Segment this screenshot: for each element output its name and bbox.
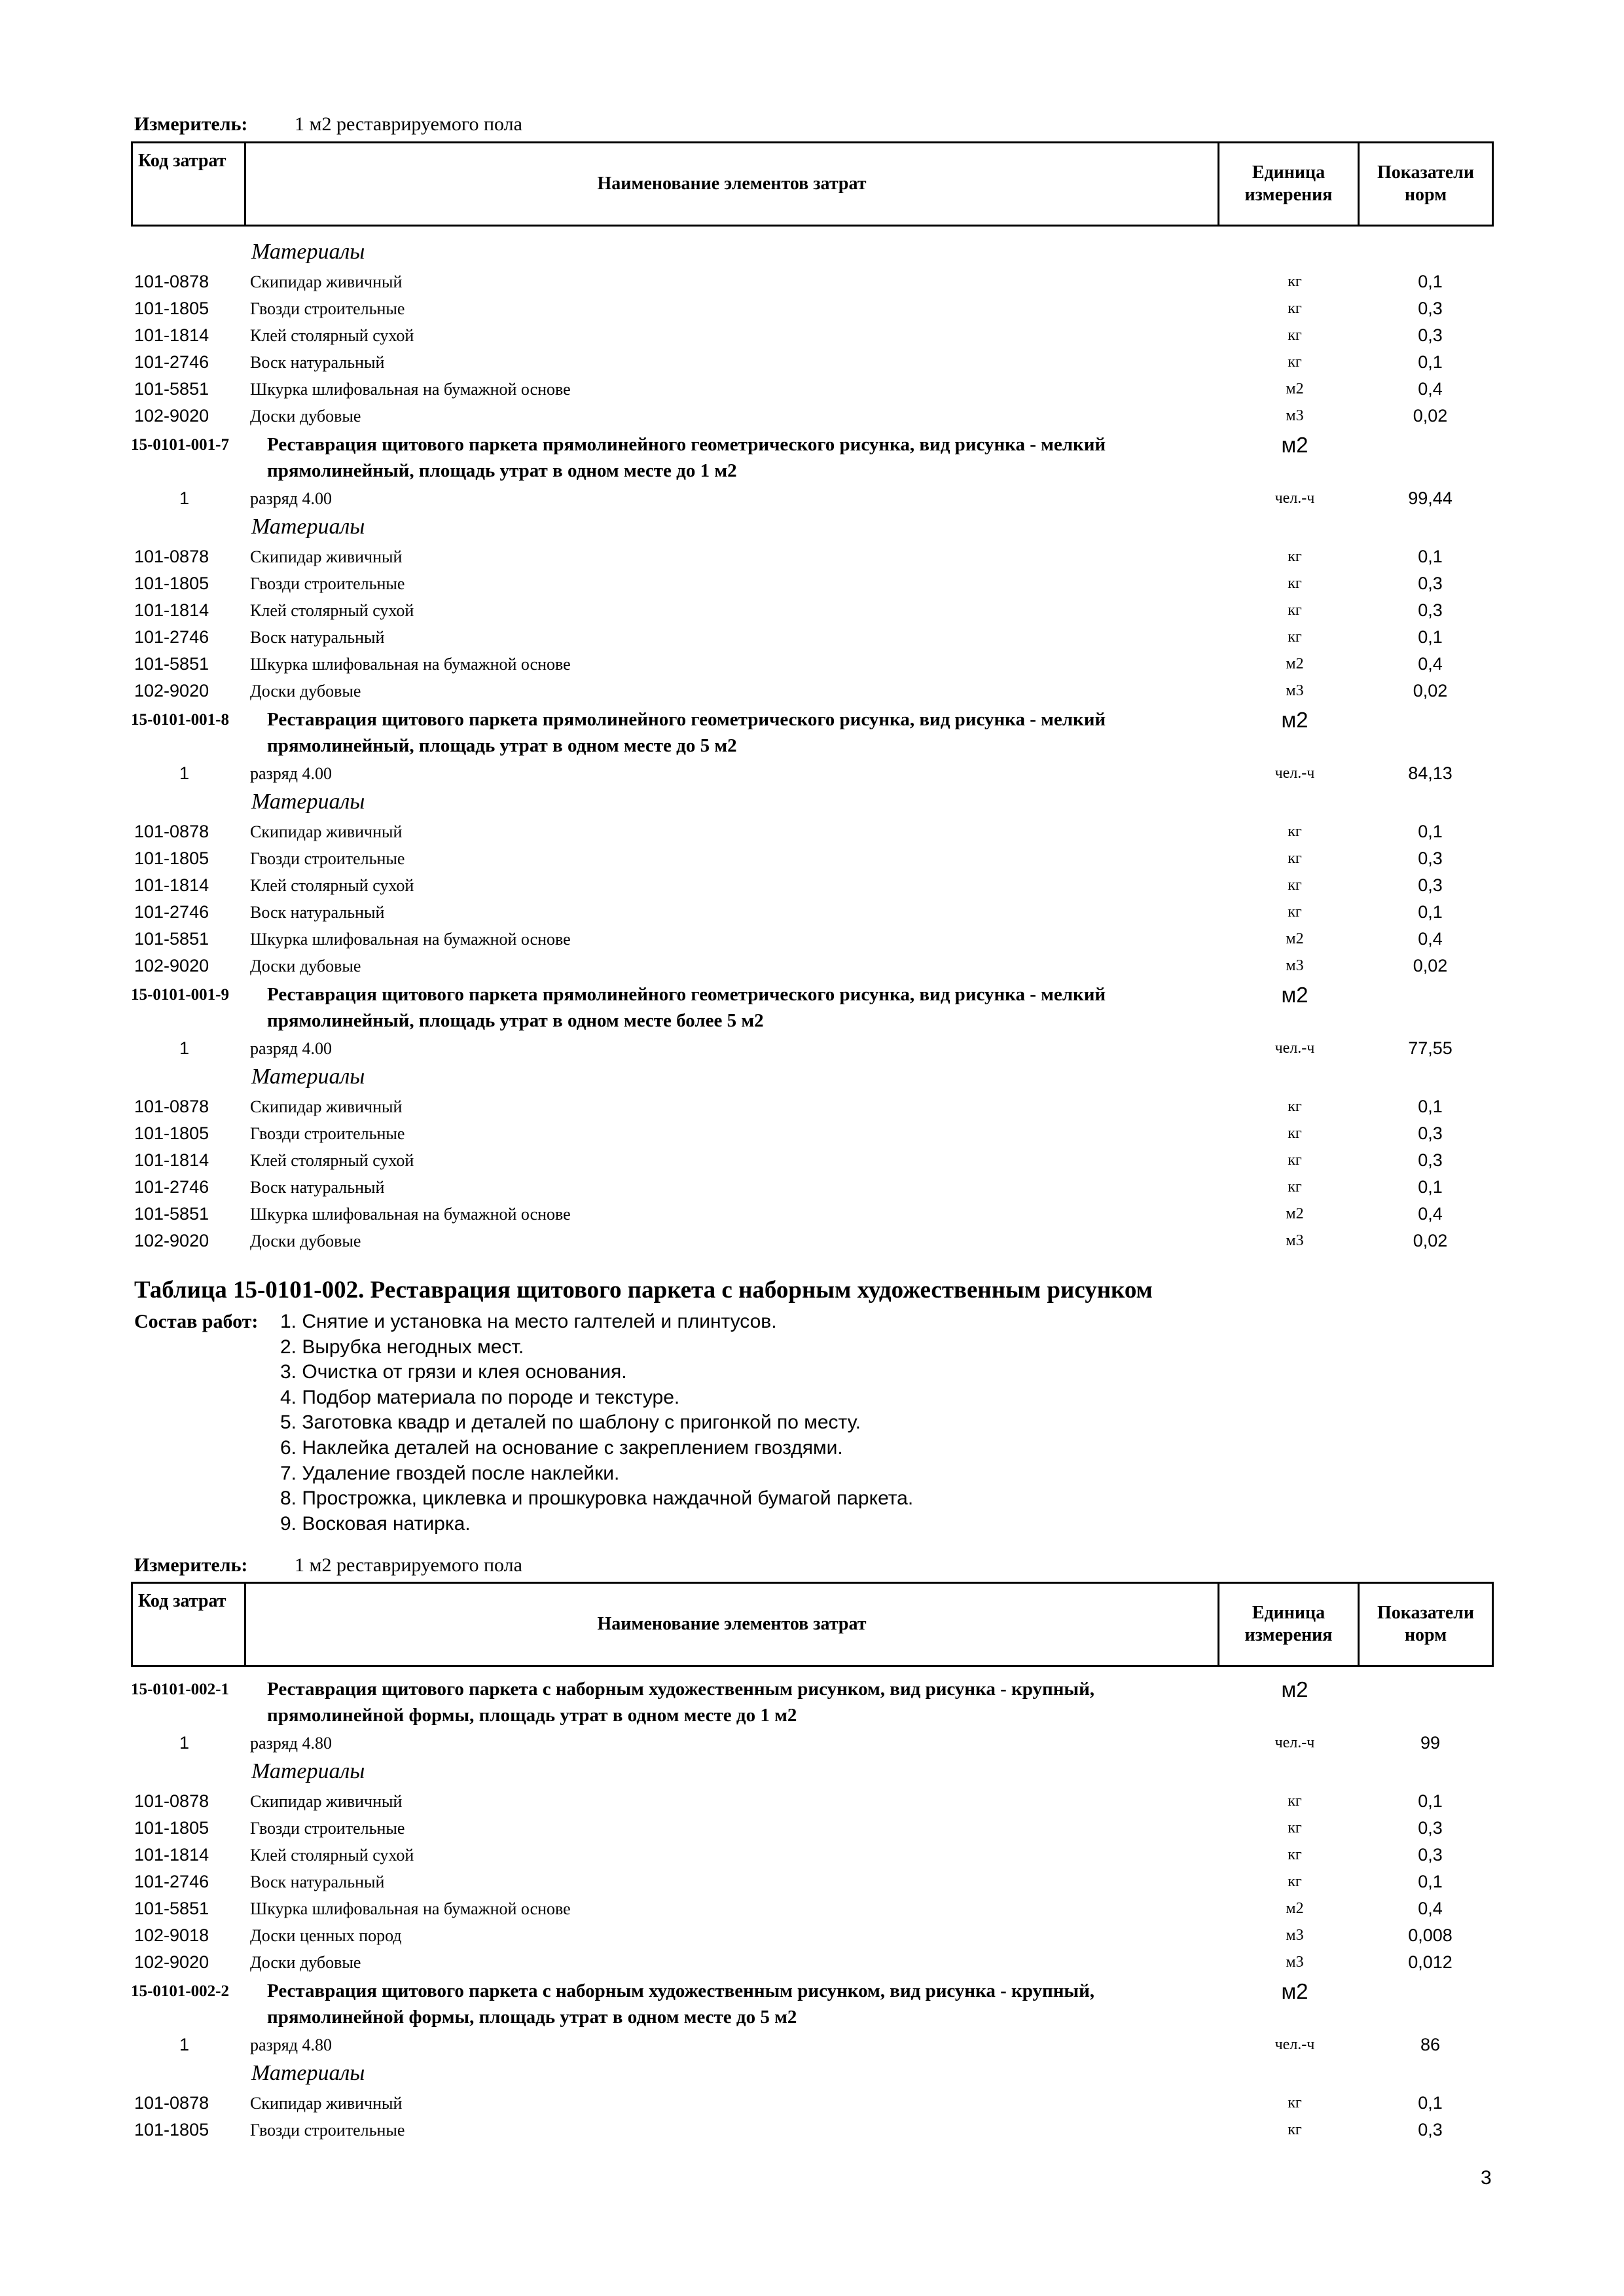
table-row: 101-0878 Скипидар живичный кг 0,1 xyxy=(134,2093,1443,2113)
table-row: 102-9020 Доски дубовые м3 0,02 xyxy=(134,406,1448,426)
table-row: 101-1814 Клей столярный сухой кг 0,3 xyxy=(134,875,1443,895)
labor-row: 1 разряд 4.00 чел.-ч 84,13 xyxy=(179,763,1453,783)
work-composition-list xyxy=(280,1309,913,1537)
rate-unit: м2 xyxy=(1281,983,1308,1007)
measure-unit-value: 1 м2 реставрируемого пола xyxy=(295,113,522,135)
table-row: 102-9020 Доски дубовые м3 0,02 xyxy=(134,681,1448,701)
table-row: 101-2746 Воск натуральный кг 0,1 xyxy=(134,352,1443,372)
table-row: 101-5851 Шкурка шлифовальная на бумажной основе м2 0,4 xyxy=(134,379,1443,399)
rate-title: Реставрация щитового паркета с наборным художественным рисунком, вид рисунка - крупный, прямолинейной формы, площадь утрат в одном месте до 5 м2 xyxy=(267,1980,1095,2028)
header-norm: Показатели норм xyxy=(1377,1603,1475,1645)
header-code: Код затрат xyxy=(133,143,246,225)
labor-row: 1 разряд 4.80 чел.-ч 99 xyxy=(179,1733,1441,1753)
table-row: 101-1805 Гвозди строительные кг 0,3 xyxy=(134,1123,1443,1143)
measure-unit-line xyxy=(134,113,522,136)
table-row: 102-9020 Доски дубовые м3 0,012 xyxy=(134,1952,1453,1972)
rate-title: Реставрация щитового паркета прямолинейного геометрического рисунка, вид рисунка - мелкий прямолинейный, площадь утрат в одном месте до 5 м2 xyxy=(267,709,1106,756)
labor-row: 1 разряд 4.00 чел.-ч 77,55 xyxy=(179,1038,1453,1058)
rate-unit: м2 xyxy=(1281,708,1308,732)
table-row: 101-5851 Шкурка шлифовальная на бумажной основе м2 0,4 xyxy=(134,929,1443,949)
table-row: 101-2746 Воск натуральный кг 0,1 xyxy=(134,1872,1443,1891)
rate-row xyxy=(0,431,1624,485)
measure-unit-value: 1 м2 реставрируемого пола xyxy=(295,1554,522,1576)
header-unit: Единица измерения xyxy=(1219,1584,1360,1665)
labor-row: 1 разряд 4.00 чел.-ч 99,44 xyxy=(179,488,1453,508)
table-title: Таблица 15-0101-002. Реставрация щитового паркета с наборным художественным рисунком xyxy=(134,1277,1153,1303)
section-heading: Материалы xyxy=(251,790,365,814)
rate-code: 15-0101-002-2 xyxy=(131,1982,229,2000)
rate-code: 15-0101-001-9 xyxy=(131,986,229,1004)
list-item: 7. Удаление гвоздей после наклейки. xyxy=(280,1462,620,1484)
measure-unit-label: Измеритель: xyxy=(134,113,248,135)
section-heading: Материалы xyxy=(251,1759,365,1783)
table-row: 101-1805 Гвозди строительные кг 0,3 xyxy=(134,2120,1443,2140)
table-row: 101-1805 Гвозди строительные кг 0,3 xyxy=(134,848,1443,868)
table-row: 101-2746 Воск натуральный кг 0,1 xyxy=(134,902,1443,922)
rate-code: 15-0101-001-8 xyxy=(131,711,229,729)
table-row: 101-0878 Скипидар живичный кг 0,1 xyxy=(134,547,1443,566)
table-header xyxy=(131,141,1494,227)
rate-unit: м2 xyxy=(1281,1677,1308,1702)
table-row: 101-5851 Шкурка шлифовальная на бумажной основе м2 0,4 xyxy=(134,1899,1443,1918)
page-number: 3 xyxy=(1481,2167,1492,2189)
list-item: 6. Наклейка деталей на основание с закреплением гвоздями. xyxy=(280,1436,843,1459)
table-row: 101-1805 Гвозди строительные кг 0,3 xyxy=(134,574,1443,593)
header-unit: Единица измерения xyxy=(1219,143,1360,225)
table-row: 101-1814 Клей столярный сухой кг 0,3 xyxy=(134,600,1443,620)
table-row: 101-1814 Клей столярный сухой кг 0,3 xyxy=(134,1150,1443,1170)
rate-code: 15-0101-001-7 xyxy=(131,436,229,454)
rate-title: Реставрация щитового паркета прямолинейного геометрического рисунка, вид рисунка - мелкий прямолинейный, площадь утрат в одном месте более 5 м2 xyxy=(267,984,1106,1031)
rate-unit: м2 xyxy=(1281,1979,1308,2003)
rate-row xyxy=(0,1978,1624,2032)
list-item: 9. Восковая натирка. xyxy=(280,1512,471,1535)
table-row: 101-1805 Гвозди строительные кг 0,3 xyxy=(134,1818,1443,1838)
rate-unit: м2 xyxy=(1281,433,1308,457)
table-row: 101-0878 Скипидар живичный кг 0,1 xyxy=(134,272,1443,291)
table-row: 101-1814 Клей столярный сухой кг 0,3 xyxy=(134,325,1443,345)
table-row: 101-5851 Шкурка шлифовальная на бумажной основе м2 0,4 xyxy=(134,654,1443,674)
section-heading: Материалы xyxy=(251,240,365,264)
section-heading: Материалы xyxy=(251,515,365,539)
labor-row: 1 разряд 4.80 чел.-ч 86 xyxy=(179,2035,1441,2054)
table-row: 101-1814 Клей столярный сухой кг 0,3 xyxy=(134,1845,1443,1865)
rate-row xyxy=(0,1676,1624,1730)
table-row: 102-9018 Доски ценных пород м3 0,008 xyxy=(134,1925,1453,1945)
table-row: 101-2746 Воск натуральный кг 0,1 xyxy=(134,627,1443,647)
rate-code: 15-0101-002-1 xyxy=(131,1681,229,1698)
list-item: 3. Очистка от грязи и клея основания. xyxy=(280,1361,627,1383)
list-item: 4. Подбор материала по породе и текстуре. xyxy=(280,1386,680,1408)
measure-unit-line xyxy=(134,1554,522,1577)
table-row: 101-0878 Скипидар живичный кг 0,1 xyxy=(134,1097,1443,1116)
measure-unit-label: Измеритель: xyxy=(134,1554,248,1576)
rate-title: Реставрация щитового паркета с наборным художественным рисунком, вид рисунка - крупный, прямолинейной формы, площадь утрат в одном месте до 1 м2 xyxy=(267,1679,1095,1726)
header-norm: Показатели норм xyxy=(1377,162,1475,205)
rate-title: Реставрация щитового паркета прямолинейного геометрического рисунка, вид рисунка - мелкий прямолинейный, площадь утрат в одном месте до 1 м2 xyxy=(267,434,1106,481)
section-heading: Материалы xyxy=(251,1065,365,1089)
list-item: 2. Вырубка негодных мест. xyxy=(280,1336,524,1358)
header-name: Наименование элементов затрат xyxy=(246,143,1219,225)
table-row: 102-9020 Доски дубовые м3 0,02 xyxy=(134,956,1448,975)
header-code: Код затрат xyxy=(133,1584,246,1665)
list-item: 5. Заготовка квадр и деталей по шаблону с пригонкой по месту. xyxy=(280,1412,861,1434)
table-row: 101-0878 Скипидар живичный кг 0,1 xyxy=(134,822,1443,841)
table-row: 101-5851 Шкурка шлифовальная на бумажной основе м2 0,4 xyxy=(134,1204,1443,1224)
rate-row xyxy=(0,706,1624,760)
section-heading: Материалы xyxy=(251,2061,365,2085)
header-name: Наименование элементов затрат xyxy=(246,1584,1219,1665)
table-row: 101-0878 Скипидар живичный кг 0,1 xyxy=(134,1791,1443,1811)
table-header xyxy=(131,1582,1494,1667)
table-row: 101-1805 Гвозди строительные кг 0,3 xyxy=(134,299,1443,318)
list-item: 8. Прострожка, циклевка и прошкуровка наждачной бумагой паркета. xyxy=(280,1487,914,1510)
rate-row xyxy=(0,981,1624,1035)
work-composition-label: Состав работ: xyxy=(134,1311,259,1332)
table-row: 101-2746 Воск натуральный кг 0,1 xyxy=(134,1177,1443,1197)
table-row: 102-9020 Доски дубовые м3 0,02 xyxy=(134,1231,1448,1250)
list-item: 1. Снятие и установка на место галтелей и плинтусов. xyxy=(280,1311,777,1332)
